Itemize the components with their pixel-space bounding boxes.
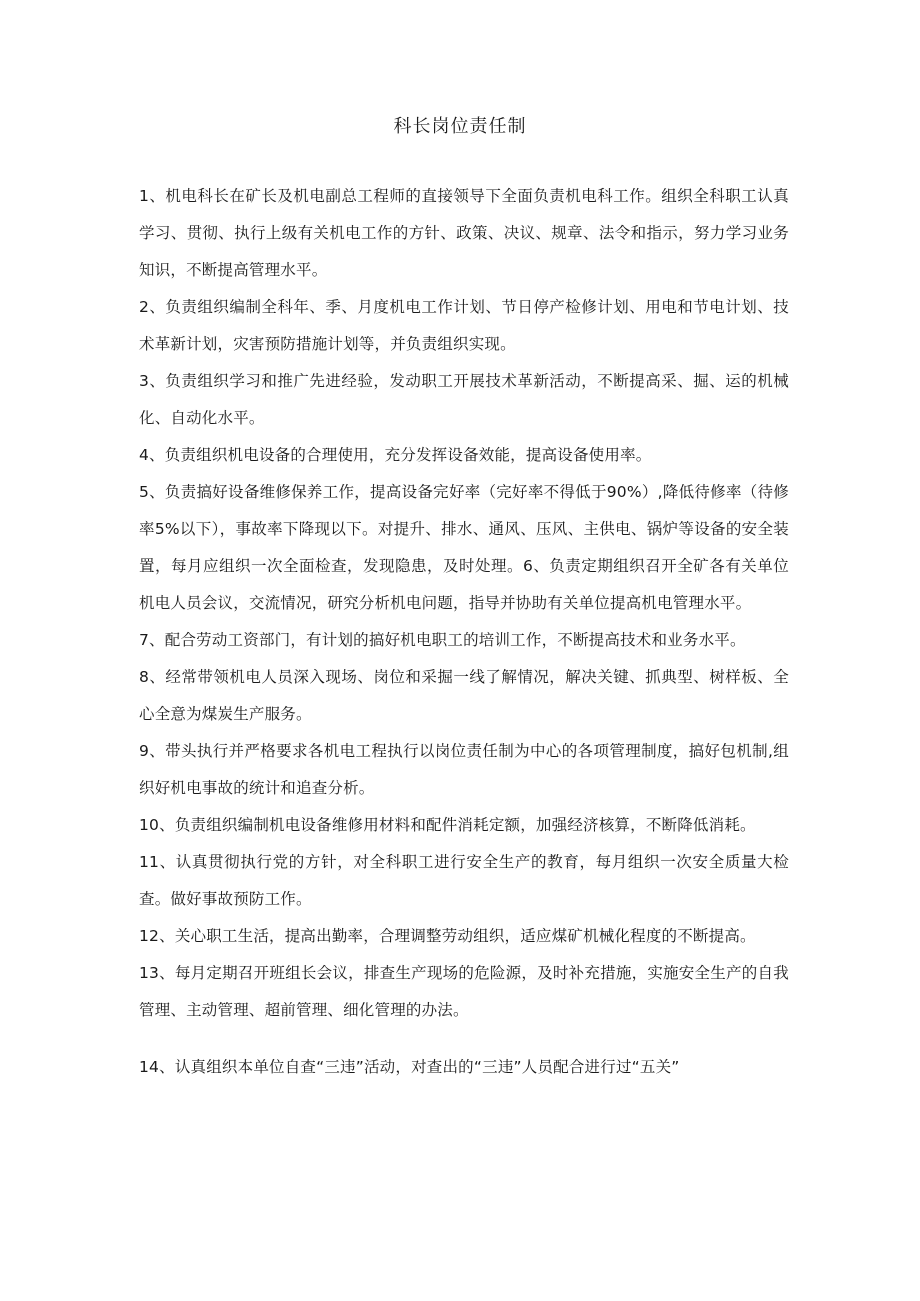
clause-8: 8、经常带领机电人员深入现场、岗位和采掘一线了解情况，解决关键、抓典型、树样板、全心全意为煤炭生产服务。 bbox=[139, 668, 789, 723]
clause-14: 14、认真组织本单位自查“三违”活动，对查出的“三违”人员配合进行过“五关” bbox=[139, 1058, 680, 1076]
clause-5-6: 5、负责搞好设备维修保养工作，提高设备完好率（完好率不得低于90%）,降低待修率（待修率5%以下），事故率下降现以下。对提升、排水、通风、压风、主供电、锅炉等设备的安全装置，每月应组织一次全面检查，发现隐患，及时处理。6、负责定期组织召开全矿各有关单位机电人员会议，交流情况，研究分析机电问题，指导并协助有关单位提高机电管理水平。 bbox=[139, 483, 789, 612]
clause-3: 3、负责组织学习和推广先进经验，发动职工开展技术革新活动，不断提高采、掘、运的机械化、自动化水平。 bbox=[139, 372, 789, 427]
clause-1: 1、机电科长在矿长及机电副总工程师的直接领导下全面负责机电科工作。组织全科职工认真学习、贯彻、执行上级有关机电工作的方针、政策、决议、规章、法令和指示，努力学习业务知识，不断提高管理水平。 bbox=[139, 187, 789, 279]
clause-11: 11、认真贯彻执行党的方针，对全科职工进行安全生产的教育，每月组织一次安全质量大检查。做好事故预防工作。 bbox=[139, 853, 789, 908]
clause-13: 13、每月定期召开班组长会议，排查生产现场的危险源，及时补充措施，实施安全生产的自我管理、主动管理、超前管理、细化管理的办法。 bbox=[139, 964, 789, 1019]
clause-9: 9、带头执行并严格要求各机电工程执行以岗位责任制为中心的各项管理制度，搞好包机制,组织好机电事故的统计和追查分析。 bbox=[139, 742, 789, 797]
clause-10: 10、负责组织编制机电设备维修用材料和配件消耗定额，加强经济核算，不断降低消耗。 bbox=[139, 816, 756, 834]
clause-2: 2、负责组织编制全科年、季、月度机电工作计划、节日停产检修计划、用电和节电计划、技术革新计划，灾害预防措施计划等，并负责组织实现。 bbox=[139, 298, 789, 353]
document-title: 科长岗位责任制 bbox=[393, 116, 527, 137]
clause-4: 4、负责组织机电设备的合理使用，充分发挥设备效能，提高设备使用率。 bbox=[139, 446, 652, 464]
clause-7: 7、配合劳动工资部门，有计划的搞好机电职工的培训工作，不断提高技术和业务水平。 bbox=[139, 631, 746, 649]
document-body bbox=[139, 178, 789, 1086]
clause-12: 12、关心职工生活，提高出勤率，合理调整劳动组织，适应煤矿机械化程度的不断提高。 bbox=[139, 927, 756, 945]
